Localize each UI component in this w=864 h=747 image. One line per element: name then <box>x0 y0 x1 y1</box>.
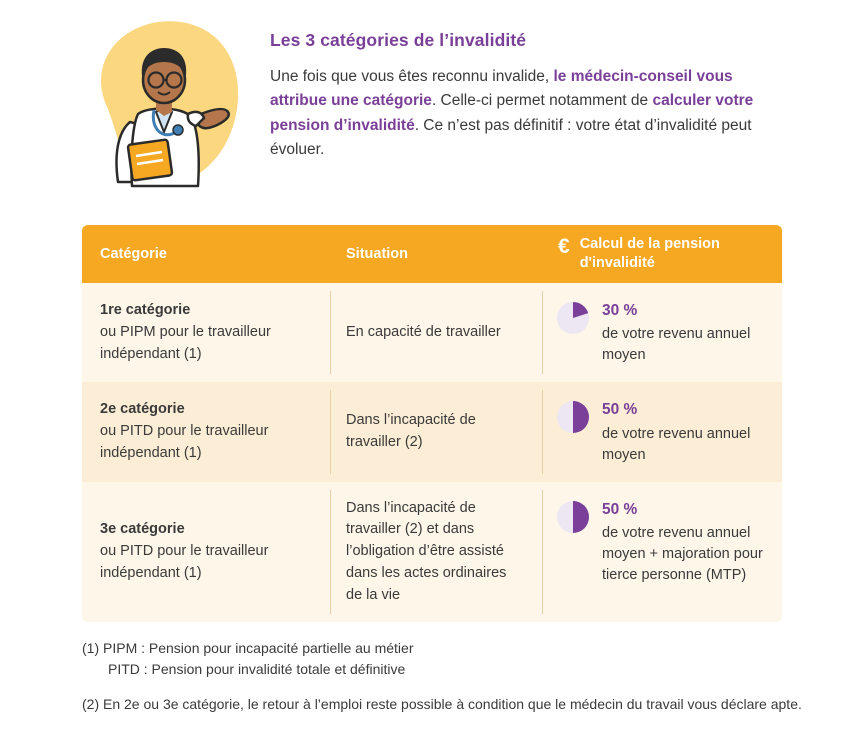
cell-pension <box>542 283 782 382</box>
doctor-illustration <box>78 14 248 199</box>
footnote-1-line-1: (1) PIPM : Pension pour incapacité partielle au métier <box>82 640 414 656</box>
cell-category <box>82 283 330 382</box>
cell-situation: En capacité de travailler <box>346 323 501 340</box>
pension-detail: de votre revenu annuel moyen <box>602 326 751 364</box>
pension-percent: 30 % <box>602 302 638 319</box>
column-header-situation: Situation <box>346 246 409 262</box>
footnote-1-line-2: PITD : Pension pour invalidité totale et définitive <box>108 661 406 677</box>
pie-chart-50-icon <box>556 500 590 542</box>
pension-percent: 50 % <box>602 500 638 518</box>
pie-chart-50-icon <box>556 400 590 442</box>
pension-amount <box>602 299 766 366</box>
intro-paragraph <box>270 65 790 163</box>
intro-seg-1: Une fois que vous êtes reconnu invalide, <box>270 68 554 85</box>
column-divider <box>330 490 331 615</box>
column-divider <box>330 390 331 473</box>
euro-icon: € <box>558 235 570 259</box>
intro-seg-2: . Celle-ci permet notamment de <box>431 92 653 110</box>
intro-highlight-1: le médecin-conseil vous attribue une catégorie <box>270 68 733 110</box>
cell-category <box>82 482 330 623</box>
page-title: Les 3 catégories de l’invalidité <box>270 30 527 50</box>
cell-situation: Dans l’incapacité de travailler (2) et dans l’obligation d’être assisté dans les actes ordinaires de la vie <box>346 499 507 603</box>
category-subtext: ou PITD pour le travailleur indépendant (1) <box>100 543 269 581</box>
footnote-1 <box>82 638 802 680</box>
column-divider <box>330 291 331 374</box>
column-header-category: Catégorie <box>100 246 167 262</box>
table-header-row <box>82 225 782 283</box>
pension-detail: de votre revenu annuel moyen + majoration pour tierce personne (MTP) <box>602 524 763 583</box>
category-name: 2e catégorie <box>100 401 185 418</box>
cell-pension <box>542 482 782 623</box>
pension-detail: de votre revenu annuel moyen <box>602 425 751 463</box>
column-header-pension <box>542 225 782 283</box>
cell-situation: Dans l’incapacité de travailler (2) <box>346 412 476 450</box>
categories-table <box>82 225 782 622</box>
column-divider <box>542 490 543 615</box>
pension-amount <box>602 398 766 465</box>
column-divider <box>542 291 543 374</box>
pension-percent: 50 % <box>602 401 638 419</box>
intro-highlight-2: calculer votre pension d’invalidité <box>270 92 754 134</box>
category-name: 1re catégorie <box>100 302 191 319</box>
column-header-pension-label: Calcul de la pension d'invalidité <box>579 236 720 271</box>
footnotes <box>82 638 802 729</box>
footnote-2: (2) En 2e ou 3e catégorie, le retour à l’emploi reste possible à condition que le médecin du travail vous déclare apte. <box>82 696 802 712</box>
table-row <box>82 382 782 481</box>
pension-amount <box>602 498 766 586</box>
cell-pension <box>542 382 782 481</box>
table-row <box>82 482 782 623</box>
pie-chart-30-icon <box>556 301 590 343</box>
intro-seg-3: . Ce n’est pas définitif : votre état d’invalidité peut évoluer. <box>270 116 752 159</box>
column-divider <box>542 390 543 473</box>
header-text-block <box>248 14 804 163</box>
table-row <box>82 283 782 382</box>
header-section <box>0 0 864 199</box>
category-subtext: ou PIPM pour le travailleur indépendant (1) <box>100 323 271 362</box>
category-subtext: ou PITD pour le travailleur indépendant (1) <box>100 423 269 461</box>
category-name: 3e catégorie <box>100 521 185 538</box>
cell-category <box>82 382 330 481</box>
